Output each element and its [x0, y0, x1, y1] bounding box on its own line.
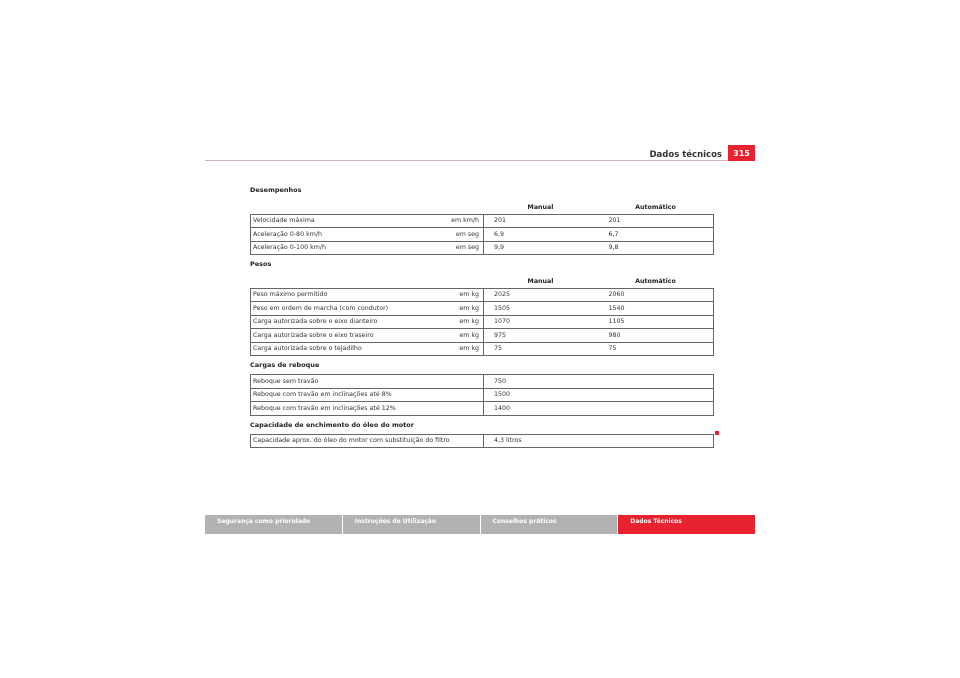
table-row	[251, 288, 714, 302]
table-row	[251, 434, 714, 448]
table-reboque	[250, 374, 714, 416]
table-row	[251, 241, 714, 255]
header-rule	[205, 160, 755, 161]
row-value-auto: 6,7	[599, 228, 714, 242]
row-value: 1400	[484, 402, 714, 416]
row-value-manual: 1505	[484, 302, 599, 316]
page-title: Dados técnicos	[649, 150, 722, 160]
section-end-marker	[715, 431, 719, 435]
table-row	[251, 375, 714, 389]
column-header-manual: Manual	[527, 203, 554, 211]
row-label: Capacidade aprox. do óleo do motor com substituição do filtro	[251, 434, 484, 448]
table-pesos	[250, 275, 713, 288]
row-label: Peso máximo permitido	[251, 288, 426, 302]
row-label: Aceleração 0-100 km/h	[251, 241, 426, 255]
row-unit: em km/h	[426, 214, 484, 228]
row-unit: em kg	[426, 329, 484, 343]
row-label: Carga autorizada sobre o eixo traseiro	[251, 329, 426, 343]
content-area	[250, 186, 713, 448]
row-value: 1500	[484, 388, 714, 402]
row-value-auto: 201	[599, 214, 714, 228]
row-unit: em kg	[426, 315, 484, 329]
row-unit: em seg	[426, 228, 484, 242]
table-row	[251, 214, 714, 228]
table-oleo	[250, 434, 714, 449]
table-row	[251, 388, 714, 402]
row-label: Reboque sem travão	[251, 375, 484, 389]
row-label: Aceleração 0-80 km/h	[251, 228, 426, 242]
section-title-oleo: Capacidade de enchimento do óleo do motor	[250, 420, 414, 429]
table-row	[251, 342, 714, 356]
row-value-auto: 1105	[599, 315, 714, 329]
row-label: Carga autorizada sobre o tejadilho	[251, 342, 426, 356]
row-label: Carga autorizada sobre o eixo dianteiro	[251, 315, 426, 329]
row-value-manual: 975	[484, 329, 599, 343]
footer-tab-seguranca[interactable]: Segurança como prioridade	[205, 515, 343, 534]
row-value-manual: 6,9	[484, 228, 599, 242]
row-label: Peso em ordem de marcha (com condutor)	[251, 302, 426, 316]
column-header-manual: Manual	[527, 277, 554, 285]
table-pesos-body	[250, 288, 714, 357]
row-value-auto: 1540	[599, 302, 714, 316]
row-value-auto: 9,8	[599, 241, 714, 255]
row-unit: em seg	[426, 241, 484, 255]
row-value-auto: 75	[599, 342, 714, 356]
row-label: Reboque com travão em inclinações até 8%	[251, 388, 484, 402]
row-unit: em kg	[426, 342, 484, 356]
row-label: Velocidade máxima	[251, 214, 426, 228]
page-number: 315	[728, 145, 755, 161]
row-value-manual: 9,9	[484, 241, 599, 255]
row-unit: em kg	[426, 288, 484, 302]
row-value: 4,3 litros	[484, 434, 714, 448]
row-value-manual: 1070	[484, 315, 599, 329]
footer-nav	[205, 515, 755, 534]
table-row	[251, 402, 714, 416]
row-label: Reboque com travão em inclinações até 12%	[251, 402, 484, 416]
column-header-auto: Automático	[635, 277, 676, 285]
row-value-auto: 2060	[599, 288, 714, 302]
footer-tab-dados-tecnicos[interactable]: Dados Técnicos	[618, 515, 755, 534]
section-title-desempenhos: Desempenhos	[250, 186, 302, 194]
section-title-reboque: Cargas de reboque	[250, 361, 320, 369]
column-header-auto: Automático	[635, 203, 676, 211]
row-value: 750	[484, 375, 714, 389]
row-value-manual: 2025	[484, 288, 599, 302]
table-row	[251, 315, 714, 329]
footer-tab-instrucoes[interactable]: Instruções de Utilização	[343, 515, 481, 534]
table-header-row	[250, 201, 713, 214]
row-unit: em kg	[426, 302, 484, 316]
table-desempenhos-body	[250, 214, 714, 256]
table-desempenhos	[250, 201, 713, 214]
row-value-auto: 980	[599, 329, 714, 343]
table-row	[251, 329, 714, 343]
table-row	[251, 302, 714, 316]
footer-tab-conselhos[interactable]: Conselhos práticos	[481, 515, 619, 534]
table-row	[251, 228, 714, 242]
section-title-pesos: Pesos	[250, 260, 272, 268]
row-value-manual: 201	[484, 214, 599, 228]
row-value-manual: 75	[484, 342, 599, 356]
table-header-row	[250, 275, 713, 288]
